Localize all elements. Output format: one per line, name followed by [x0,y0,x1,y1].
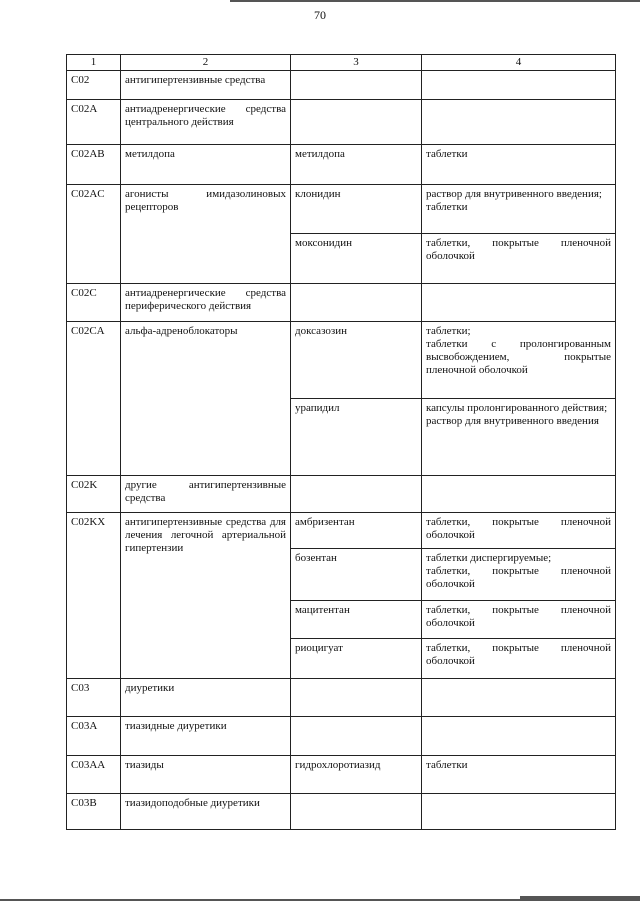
drug-name-cell [291,794,422,830]
dosage-form-cell [422,476,616,513]
dosage-form-line: капсулы пролонгированного действия; [426,402,608,414]
atc-code-cell: C03AA [67,756,121,794]
group-name-cell: другие антигипертензивные средства [121,476,291,513]
dosage-form-cell [422,756,616,794]
group-name-cell: тиазиды [121,756,291,794]
scan-artifact-top [230,0,640,2]
dosage-form-cell [422,100,616,145]
atc-code-cell: C02AB [67,145,121,185]
medication-table [66,54,616,830]
drug-name-cell [291,284,422,322]
group-name-cell: антигипертензивные средства для лечения легочной артериальной гипертензии [121,513,291,679]
dosage-form-cell [422,399,616,476]
drug-name-cell [291,476,422,513]
dosage-form-cell [422,185,616,234]
group-name-cell: метилдопа [121,145,291,185]
drug-name-cell: урапидил [291,399,422,476]
dosage-form-cell: таблетки, покрытые пленочной оболочкой [422,601,616,639]
dosage-form-line: таблетки [426,148,468,160]
page-number: 70 [314,8,326,22]
scan-artifact-bottom [0,899,640,901]
drug-name-cell: моксонидин [291,234,422,284]
dosage-form-cell [422,322,616,399]
atc-code-cell: C02CA [67,322,121,476]
table-row [67,71,616,100]
atc-code-cell: C02AC [67,185,121,284]
dosage-form-cell [422,145,616,185]
column-header-2: 2 [121,55,291,71]
table-row [67,284,616,322]
drug-name-cell [291,679,422,717]
group-name-cell: антиадренергические средства периферического действия [121,284,291,322]
column-header-4: 4 [422,55,616,71]
column-header-3: 3 [291,55,422,71]
atc-code-cell: C02A [67,100,121,145]
dosage-form-cell: таблетки, покрытые пленочной оболочкой [422,639,616,679]
atc-code-cell: C03B [67,794,121,830]
dosage-form-cell [422,679,616,717]
table-row [67,185,616,234]
dosage-form-line: таблетки, покрытые пленочной оболочкой [426,565,611,590]
drug-name-cell: метилдопа [291,145,422,185]
drug-name-cell [291,71,422,100]
table-row [67,476,616,513]
dosage-form-line: таблетки; [426,325,471,337]
dosage-form-line: раствор для внутривенного введения; [426,188,602,200]
dosage-form-cell [422,794,616,830]
group-name-cell: тиазидоподобные диуретики [121,794,291,830]
table-header-row [67,55,616,71]
group-name-cell: агонисты имидазолиновых рецепторов [121,185,291,284]
dosage-form-cell [422,284,616,322]
table-row [67,513,616,549]
atc-code-cell: C03 [67,679,121,717]
atc-code-cell: C02KX [67,513,121,679]
dosage-form-line: раствор для внутривенного введения [426,415,599,427]
group-name-cell: антиадренергические средства центрального действия [121,100,291,145]
drug-name-cell: доксазозин [291,322,422,399]
drug-name-cell [291,100,422,145]
dosage-form-cell [422,549,616,601]
dosage-form-cell [422,71,616,100]
dosage-form-cell [422,717,616,756]
drug-name-cell: бозентан [291,549,422,601]
drug-name-cell [291,717,422,756]
group-name-cell: антигипертензивные средства [121,71,291,100]
table-row [67,100,616,145]
group-name-cell: альфа-адреноблокаторы [121,322,291,476]
dosage-form-line: таблетки диспергируемые; [426,552,552,564]
table-row [67,679,616,717]
drug-name-cell: клонидин [291,185,422,234]
atc-code-cell: C03A [67,717,121,756]
group-name-cell: диуретики [121,679,291,717]
dosage-form-cell: таблетки, покрытые пленочной оболочкой [422,513,616,549]
atc-code-cell: C02 [67,71,121,100]
dosage-form-cell: таблетки, покрытые пленочной оболочкой [422,234,616,284]
table-row [67,145,616,185]
group-name-cell: тиазидные диуретики [121,717,291,756]
dosage-form-line: таблетки [426,759,468,771]
dosage-form-line: таблетки с пролонгированным высвобождением, покрытые пленочной оболочкой [426,338,611,376]
table-row [67,794,616,830]
drug-name-cell: амбризентан [291,513,422,549]
atc-code-cell: C02K [67,476,121,513]
table-row [67,717,616,756]
dosage-form-line: таблетки [426,201,468,213]
atc-code-cell: C02C [67,284,121,322]
drug-name-cell: гидрохлоротиазид [291,756,422,794]
table-row [67,322,616,399]
drug-name-cell: риоцигуат [291,639,422,679]
scan-artifact-bottom-right [520,896,640,899]
column-header-1: 1 [67,55,121,71]
drug-name-cell: мацитентан [291,601,422,639]
table-row [67,756,616,794]
